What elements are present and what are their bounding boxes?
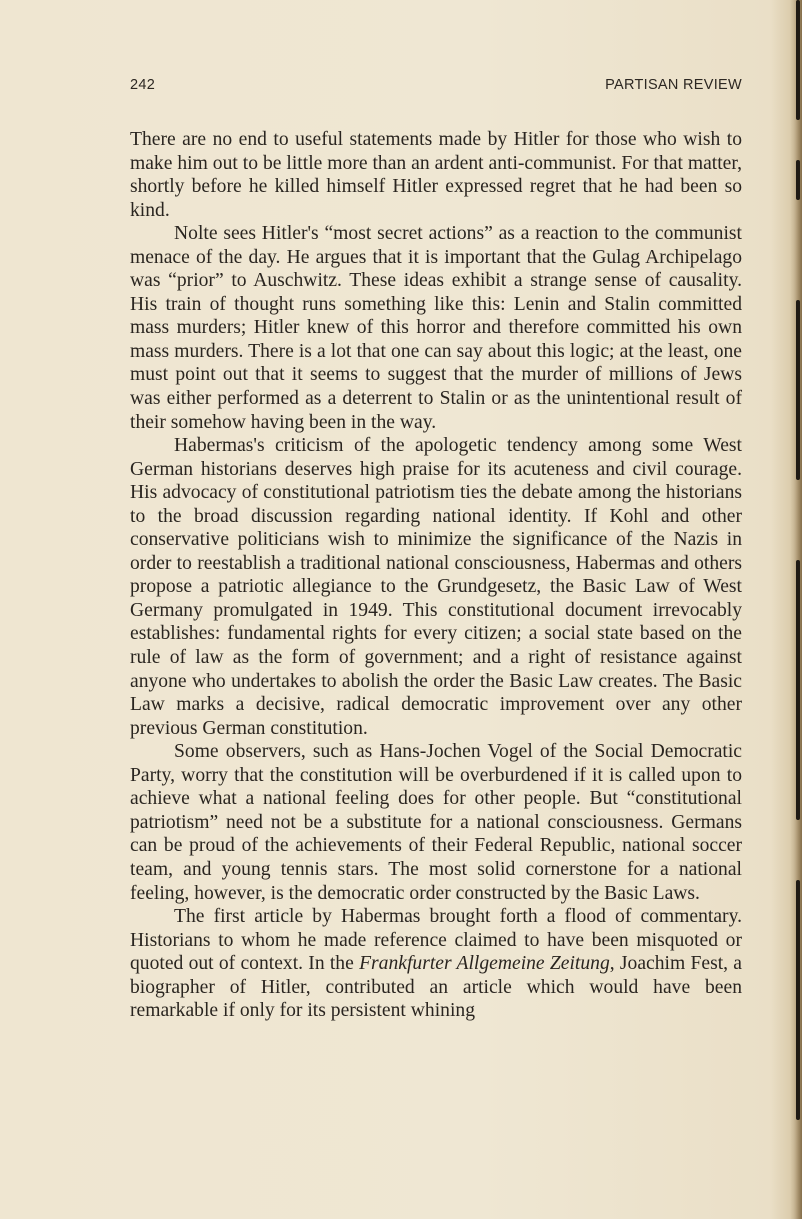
journal-title: PARTISAN REVIEW bbox=[605, 77, 742, 93]
paragraph bbox=[130, 905, 742, 1023]
binding-edge-mark bbox=[796, 160, 800, 200]
paragraph: Habermas's criticism of the apologetic tendency among some West German historians deserves high praise for its acuteness and civil courage. His advocacy of constitutional patriotism ties the debate among the historians to the broad discussion regarding national identity. If Kohl and other conservative politicians wish to minimize the significance of the Nazis in order to reestablish a traditional national consciousness, Habermas and others propose a patriotic allegiance to the Grundgesetz, the Basic Law of West Germany promulgated in 1949. This constitutional document irrevocably establishes: fundamental rights for every citizen; a social state based on the rule of law as the form of government; and a right of resistance against anyone who undertakes to abolish the order the Basic Law creates. The Basic Law marks a decisive, radical democratic improvement over any other previous German constitution. bbox=[130, 435, 742, 739]
paragraph-text: The first article by Habermas brought forth a flood of commentary. Historians to whom he made reference claimed to have been misquoted or quoted out of context. In the bbox=[130, 906, 742, 975]
binding-edge-mark bbox=[796, 300, 800, 480]
paragraph: There are no end to useful statements made by Hitler for those who wish to make him out to be little more than an ardent anti-communist. For that matter, shortly before he killed himself Hitler expressed regret that he had been so kind. bbox=[130, 129, 742, 221]
page-number: 242 bbox=[130, 77, 156, 93]
binding-edge-mark bbox=[796, 880, 800, 1120]
binding-edge-mark bbox=[796, 560, 800, 820]
paragraph: Nolte sees Hitler's “most secret actions” as a reaction to the communist menace of the day. He argues that it is important that the Gulag Archipelago was “prior” to Auschwitz. These ideas exhibit a strange sense of causality. His train of thought runs something like this: Lenin and Stalin committed mass murders; Hitler knew of this horror and therefore committed his own mass murders. There is a lot that one can say about this logic; at the least, one must point out that it seems to suggest that the murder of millions of Jews was either performed as a deterrent to Stalin or as the unintentional result of their somehow having been in the way. bbox=[130, 223, 742, 433]
running-head bbox=[130, 77, 742, 97]
paragraph-text: , Joachim Fest, a biographer of Hitler, contributed an article which would have been remarkable if only for its persistent whining bbox=[130, 953, 742, 1022]
body-text bbox=[130, 128, 742, 1023]
newspaper-title: Frankfurter Allgemeine Zeitung bbox=[359, 953, 610, 975]
paragraph: Some observers, such as Hans-Jochen Vogel of the Social Democratic Party, worry that the constitution will be overburdened if it is called upon to achieve what a national feeling does for other people. But “constitutional patriotism” need not be a substitute for a national consciousness. Germans can be proud of the achievements of their Federal Republic, national soccer team, and young tennis stars. The most solid cornerstone for a national feeling, however, is the democratic order constructed by the Basic Laws. bbox=[130, 741, 742, 904]
binding-edge-mark bbox=[796, 0, 800, 120]
